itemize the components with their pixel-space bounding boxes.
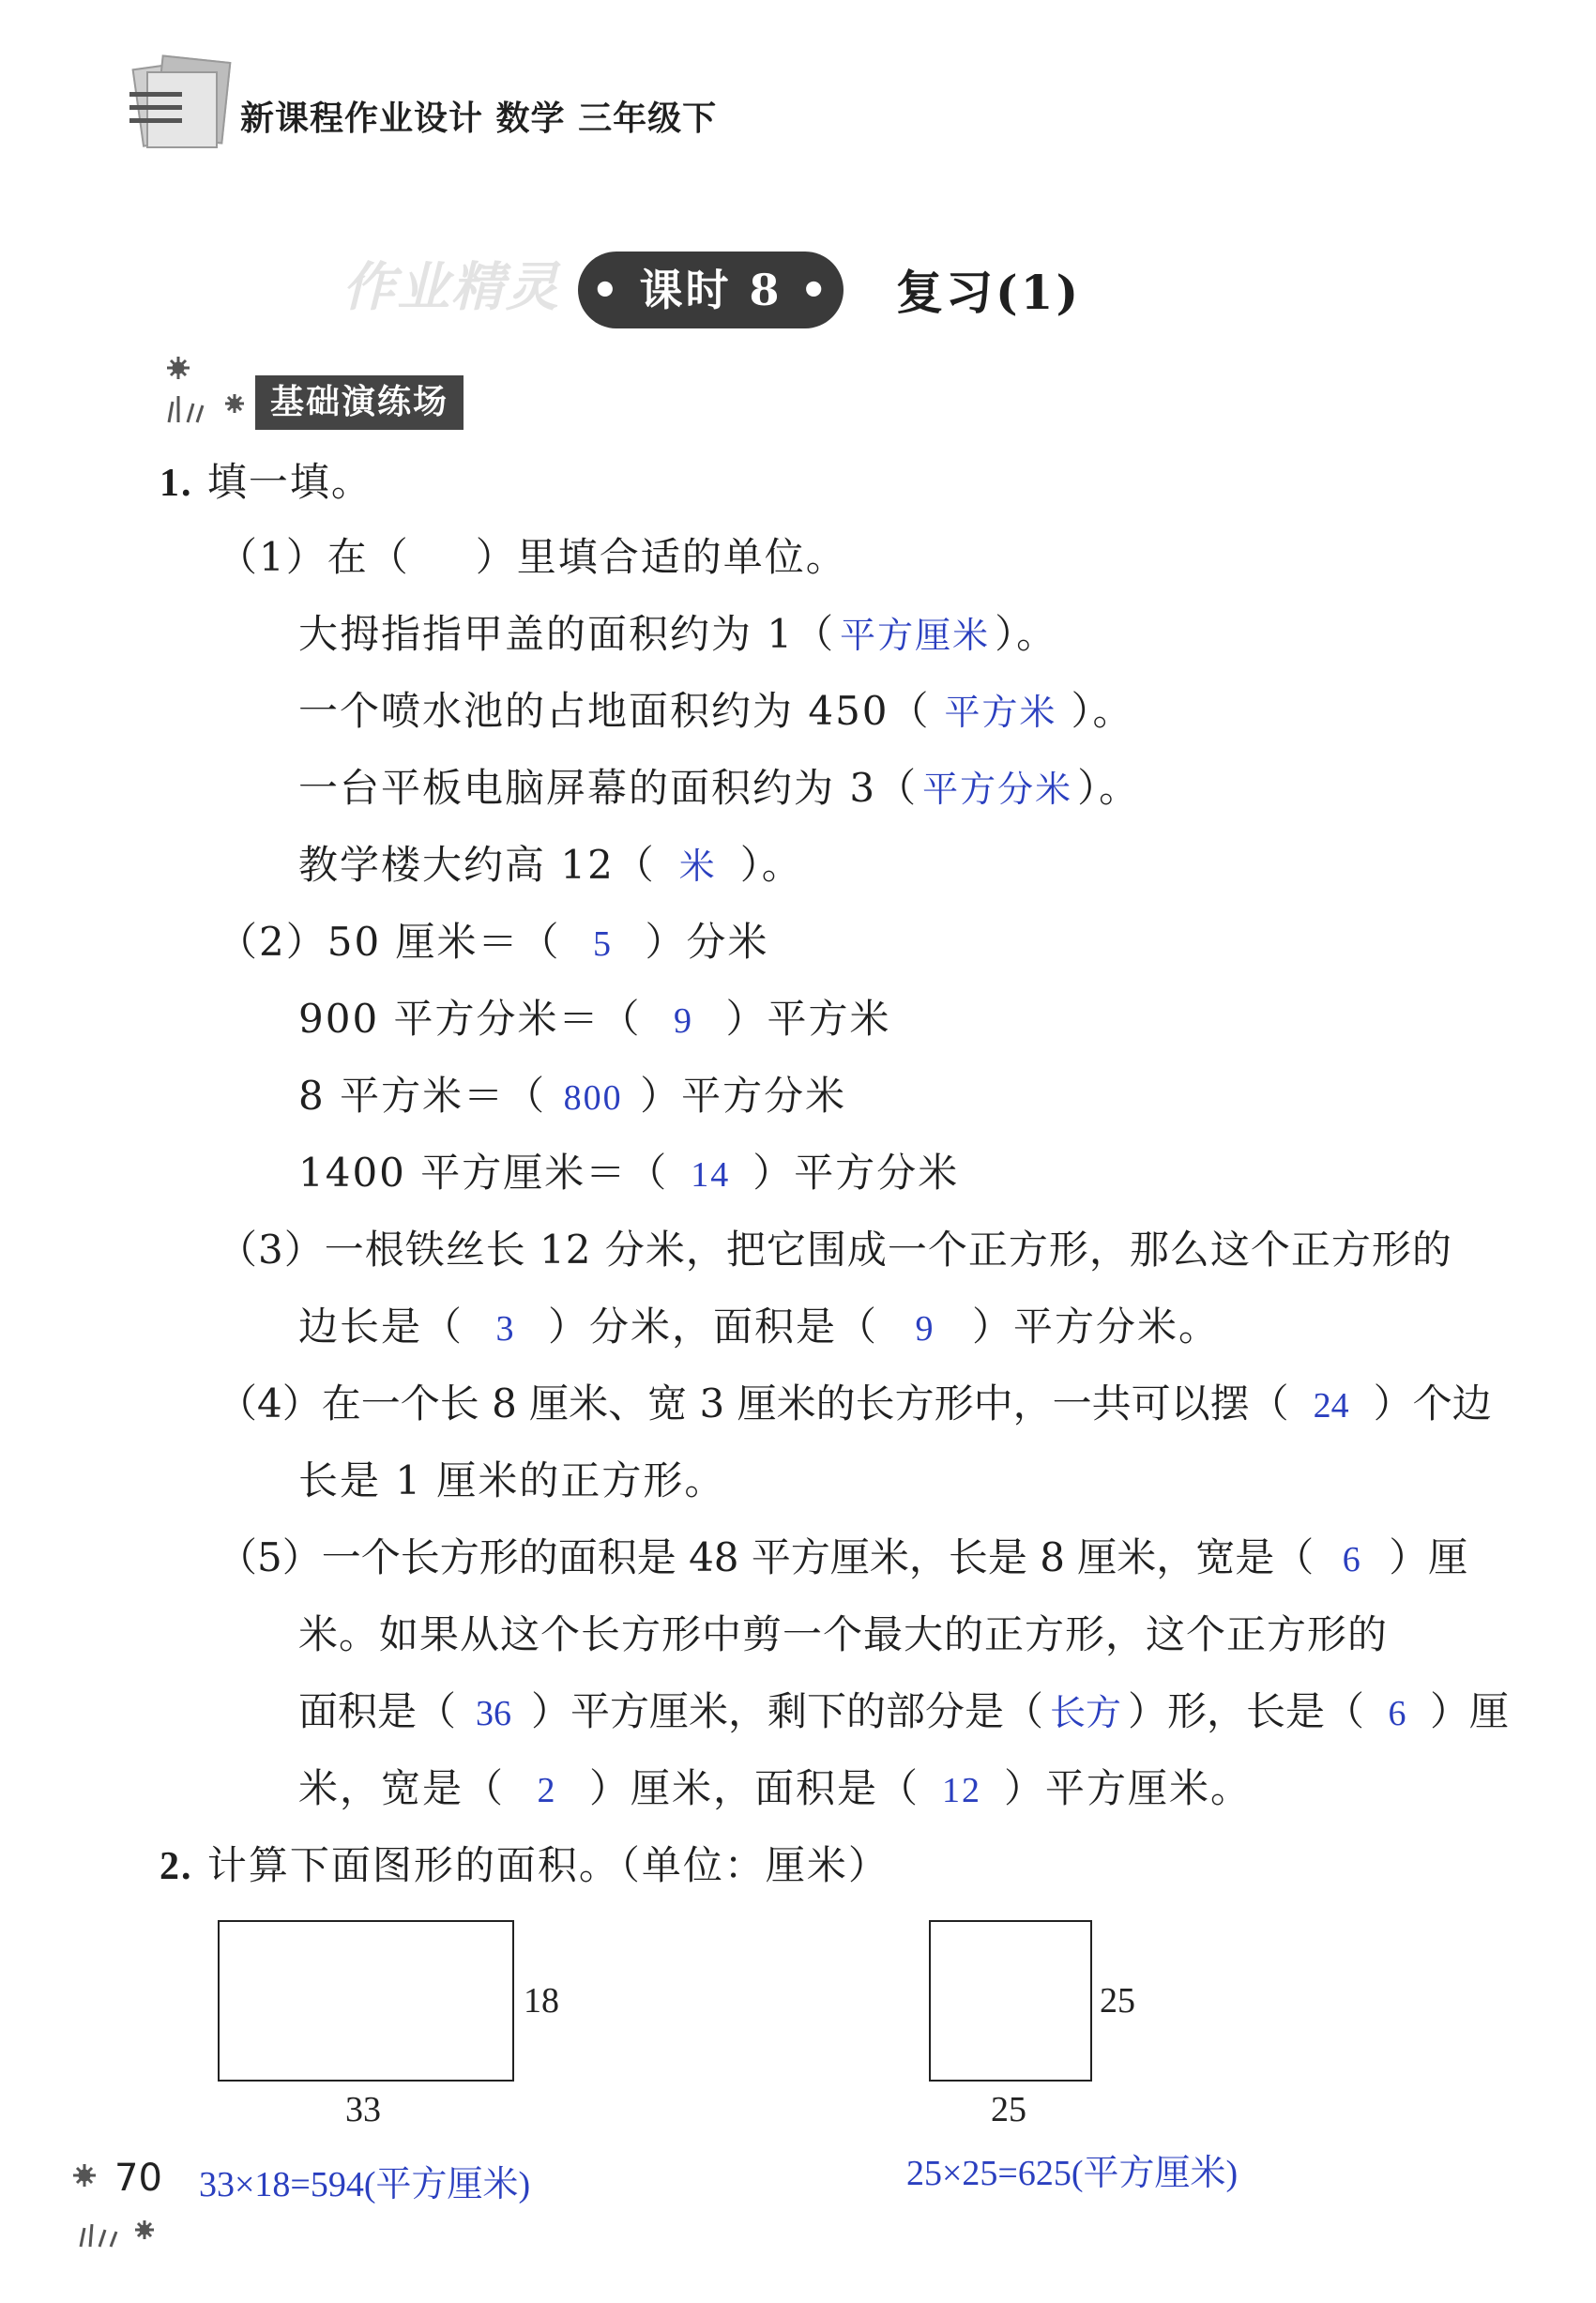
q1-p2-line3: 8 平方米＝（ 800 ）平方分米 [298, 1070, 846, 1124]
answer: 2 [537, 1771, 557, 1810]
figure1-answer: 33×18=594(平方厘米) [199, 2165, 531, 2204]
figure1-height-label: 18 [524, 1981, 559, 2021]
flower-grass-icon [160, 349, 253, 424]
answer: 5 [593, 924, 614, 964]
q2-number: 2. [160, 1845, 193, 1888]
q1-p3-line2: 边长是（ 3 ）分米，面积是（ 9 ）平方分米。 [298, 1301, 1220, 1355]
q1-p2-line2: 900 平方分米＝（ 9 ）平方米 [298, 993, 891, 1047]
q2-heading [160, 1839, 889, 1893]
answer: 平方分米 [922, 770, 1073, 810]
watermark: 作业精灵 [342, 257, 560, 318]
lesson-title: 复习(1) [896, 265, 1082, 320]
answer: 3 [495, 1309, 516, 1349]
answer: 9 [915, 1309, 935, 1349]
q1-p1-line2: 一个喷水池的占地面积约为 450（ 平方米 ）。 [298, 685, 1134, 740]
answer: 长方 [1050, 1694, 1122, 1733]
square-figure [929, 1920, 1092, 2082]
section-tag: 基础演练场 [255, 375, 464, 430]
answer: 12 [942, 1771, 982, 1810]
q1-p1-line3: 一台平板电脑屏幕的面积约为 3（ 平方分米 ）。 [298, 762, 1140, 816]
figure1-width-label: 33 [345, 2090, 381, 2129]
q1-p3-line1: （3）一根铁丝长 12 分米，把它围成一个正方形，那么这个正方形的 [218, 1227, 1452, 1273]
answer: 800 [563, 1078, 623, 1118]
answer: 14 [691, 1155, 731, 1195]
figure2-answer: 25×25=625(平方厘米) [906, 2154, 1239, 2193]
lesson-badge: • 课时 8 • [578, 252, 844, 328]
q1-p1-line4: 教学楼大约高 12（ 米 ）。 [298, 839, 803, 893]
answer: 平方米 [944, 694, 1057, 733]
answer: 平方厘米 [840, 617, 991, 656]
q1-p4-line1: （4）在一个长 8 厘米、宽 3 厘米的长方形中，一共可以摆（ 24 ）个边 [218, 1378, 1492, 1432]
q2-title: 计算下面图形的面积。（单位：厘米） [206, 1842, 889, 1888]
answer: 6 [1342, 1540, 1360, 1579]
page-number: 70 [114, 2157, 162, 2200]
answer: 米 [678, 847, 717, 887]
rectangle-figure [218, 1920, 514, 2082]
q1-p5-line4: 米，宽是（ 2 ）厘米，面积是（ 12 ）平方厘米。 [298, 1762, 1252, 1817]
answer: 6 [1388, 1694, 1406, 1733]
q1-p5-line3: 面积是（ 36 ）平方厘米，剩下的部分是（ 长方 ）形，长是（ 6 ）厘 [298, 1685, 1509, 1740]
q1-number: 1. [160, 462, 193, 505]
q1-title: 填一填。 [206, 459, 372, 505]
q1-p2-line1: （2）50 厘米＝（ 5 ）分米 [218, 916, 769, 970]
header-title: 新课程作业设计 数学 三年级下 [240, 99, 718, 138]
header-book-stack-icon [120, 54, 233, 148]
answer: 9 [674, 1001, 694, 1041]
figure2-width-label: 25 [991, 2090, 1026, 2129]
q1-p4-line2: 长是 1 厘米的正方形。 [298, 1457, 726, 1503]
q1-p1-line1: 大拇指指甲盖的面积约为 1（ 平方厘米 ）。 [298, 608, 1057, 663]
q1-p5-line2: 米。如果从这个长方形中剪一个最大的正方形，这个正方形的 [298, 1611, 1389, 1657]
answer: 24 [1313, 1386, 1349, 1426]
q1-p1-intro: （1）在（ ）里填合适的单位。 [218, 534, 847, 580]
answer: 36 [476, 1694, 512, 1733]
q1-heading [160, 456, 372, 510]
figure2-height-label: 25 [1100, 1981, 1135, 2021]
q1-p2-line4: 1400 平方厘米＝（ 14 ）平方分米 [298, 1147, 959, 1201]
q1-p5-line1: （5）一个长方形的面积是 48 平方厘米，长是 8 厘米，宽是（ 6 ）厘 [218, 1532, 1467, 1586]
